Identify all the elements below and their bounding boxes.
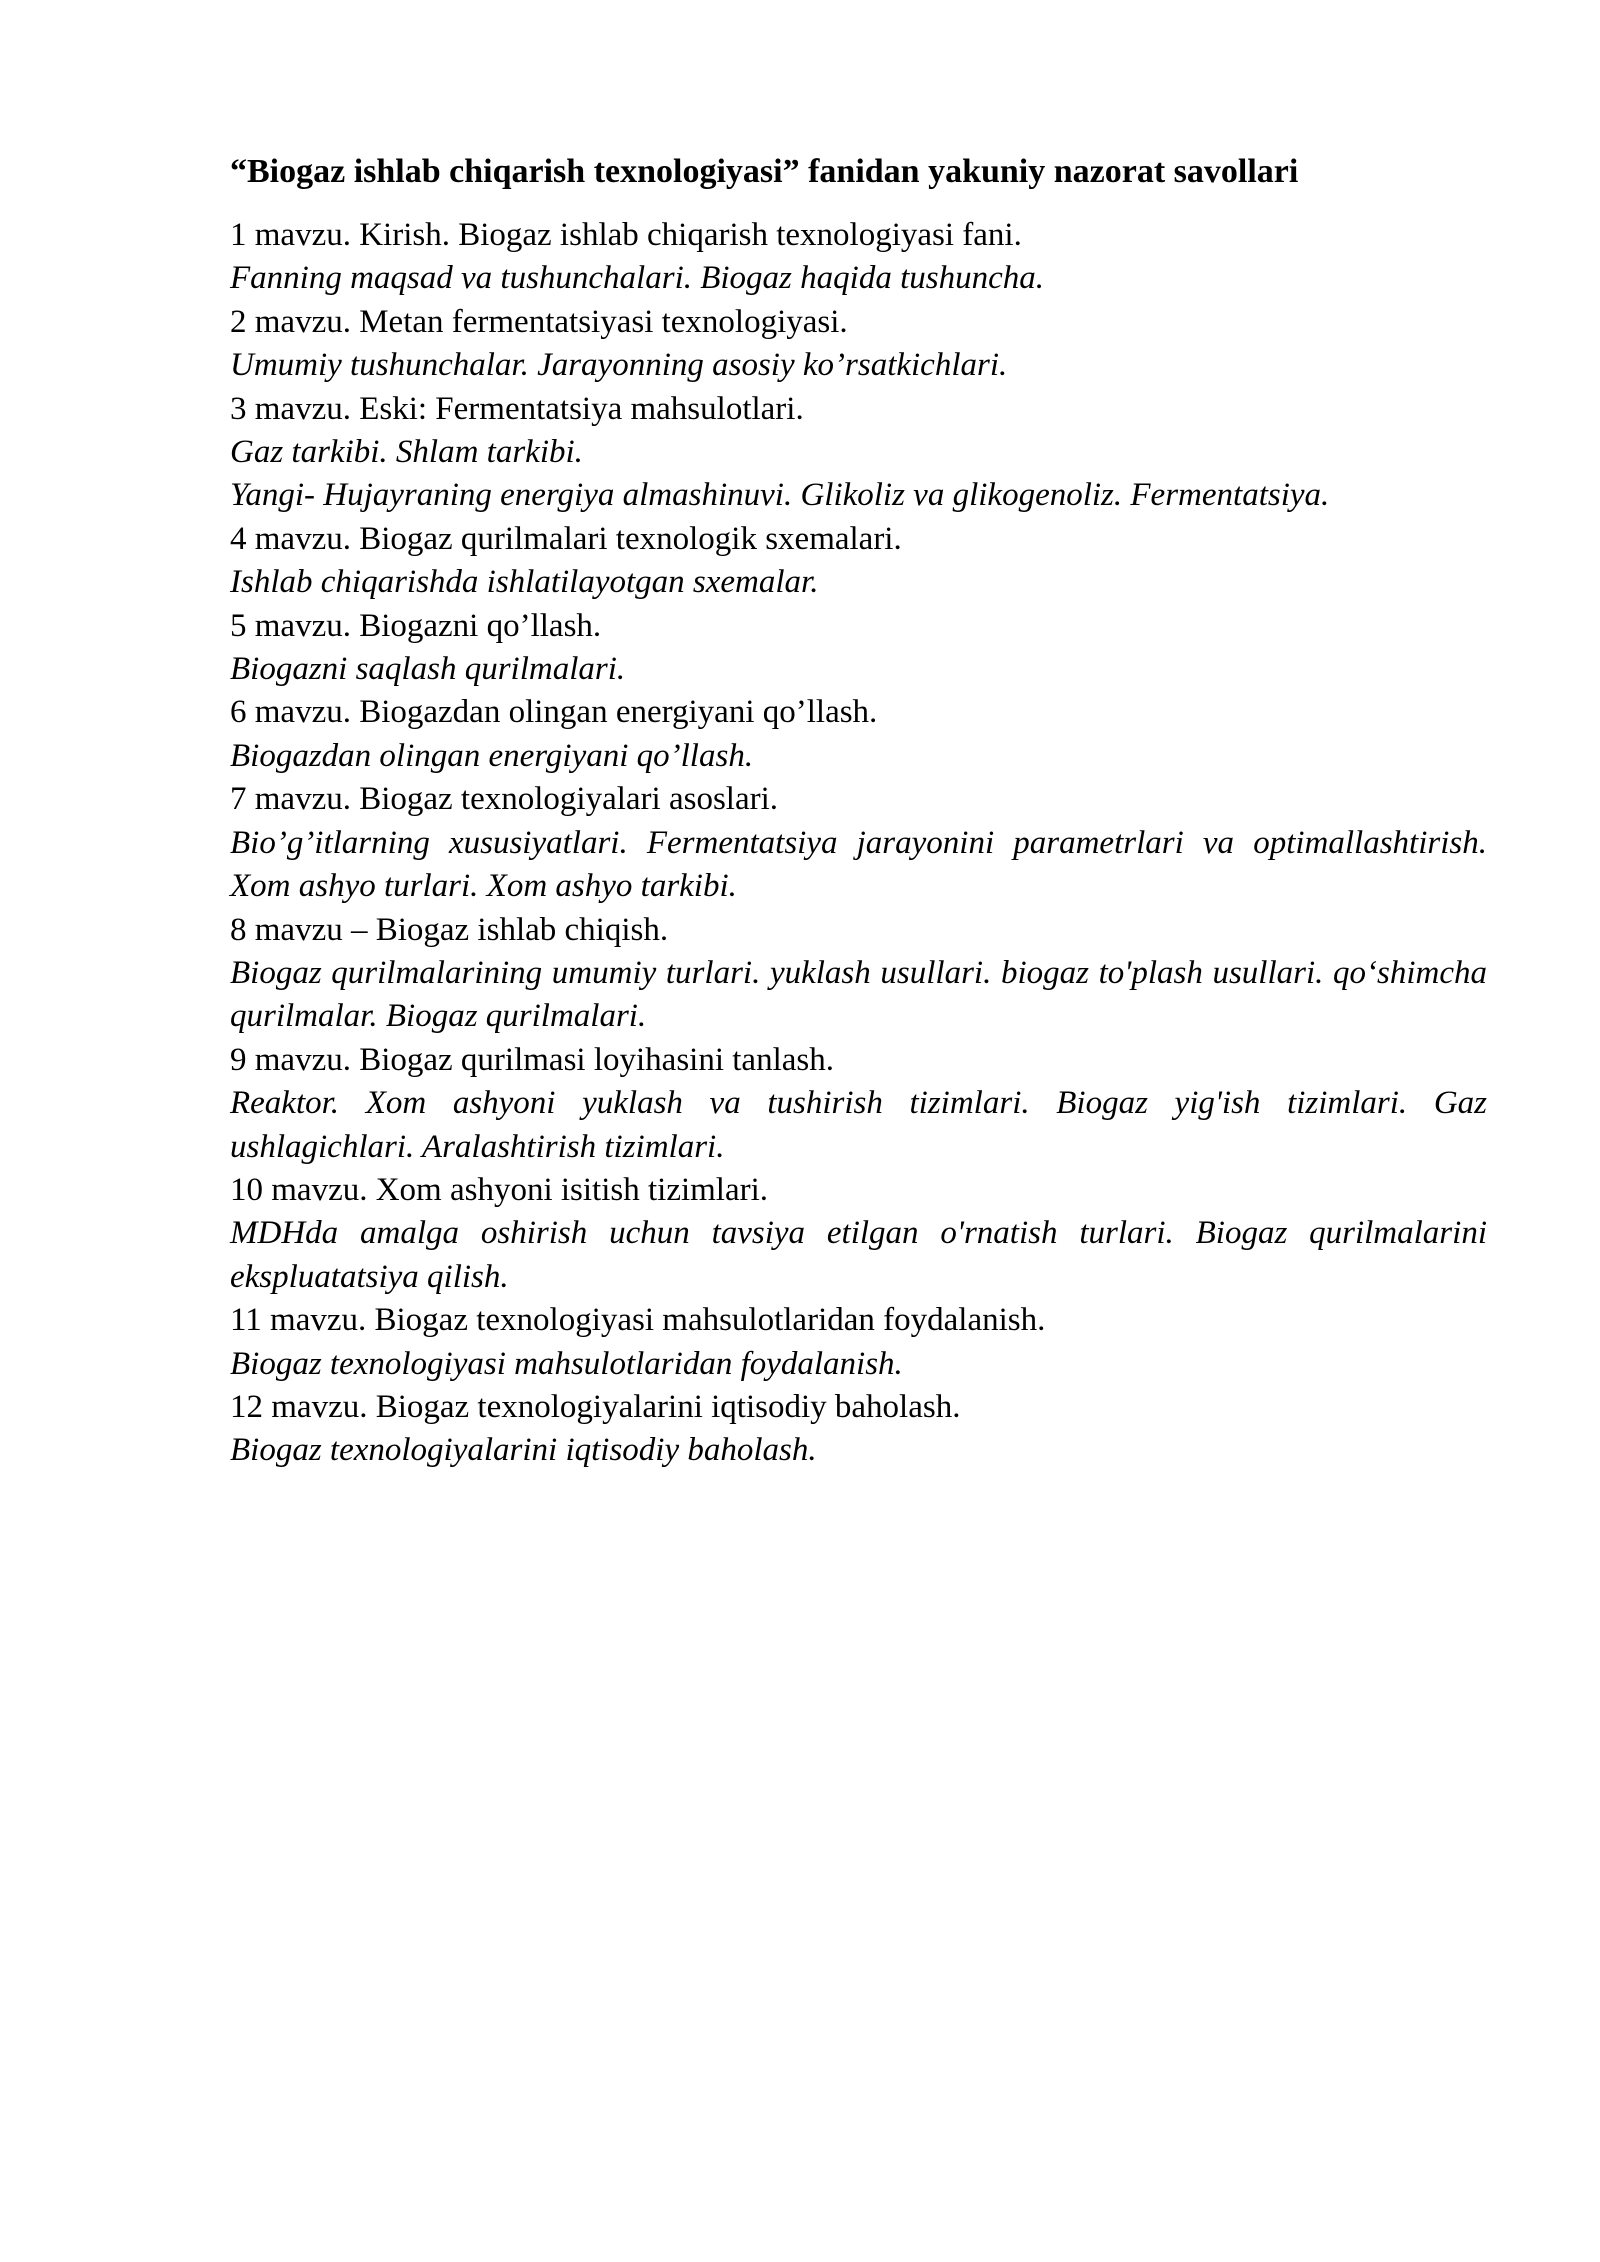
topic-description: Biogaz texnologiyalarini iqtisodiy baholash. [230,1432,817,1469]
topic-heading: 7 mavzu. Biogaz texnologiyalari asoslari. [230,781,779,818]
topic-description: Biogaz qurilmalarining umumiy turlari. yuklash usullari. biogaz to'plash usullari. qo‘shimcha qurilmalar. Biogaz qurilmalari. [230,954,1487,1035]
topic-heading: 12 mavzu. Biogaz texnologiyalarini iqtisodiy baholash. [230,1388,961,1425]
topic-description: Gaz tarkibi. Shlam tarkibi. [230,434,583,471]
topic-heading: 6 mavzu. Biogazdan olingan energiyani qo’llash. [230,694,878,731]
topic-heading: 4 mavzu. Biogaz qurilmalari texnologik sxemalari. [230,520,902,557]
topic-description: Biogaz texnologiyasi mahsulotlaridan foydalanish. [230,1345,903,1382]
topic-heading: 5 mavzu. Biogazni qo’llash. [230,607,602,644]
topic-description: Biogazni saqlash qurilmalari. [230,651,626,688]
topic-heading: 9 mavzu. Biogaz qurilmasi loyihasini tanlash. [230,1041,834,1078]
topic-list [230,214,1487,1473]
topic-heading: 10 mavzu. Xom ashyoni isitish tizimlari. [230,1171,769,1208]
topic-heading: 11 mavzu. Biogaz texnologiyasi mahsulotlaridan foydalanish. [230,1302,1046,1339]
topic-description: Yangi- Hujayraning energiya almashinuvi. Glikoliz va glikogenoliz. Fermentatsiya. [230,477,1330,514]
document-page [230,148,1487,1473]
topic-description: Biogazdan olingan energiyani qo’llash. [230,737,754,774]
topic-heading: 3 mavzu. Eski: Fermentatsiya mahsulotlari. [230,390,804,427]
document-title: “Biogaz ishlab chiqarish texnologiyasi” fanidan yakuniy nazorat savollari [230,153,1299,190]
topic-description: Fanning maqsad va tushunchalari. Biogaz haqida tushuncha. [230,260,1044,297]
topic-description: Umumiy tushunchalar. Jarayonning asosiy ko’rsatkichlari. [230,347,1008,384]
topic-description: MDHda amalga oshirish uchun tavsiya etilgan o'rnatish turlari. Biogaz qurilmalarini ekspluatatsiya qilish. [230,1215,1487,1295]
topic-description: Ishlab chiqarishda ishlatilayotgan sxemalar. [230,564,819,601]
topic-description: Reaktor. Xom ashyoni yuklash va tushirish tizimlari. Biogaz yig'ish tizimlari. Gaz ushlagichlari. Aralashtirish tizimlari. [230,1085,1487,1165]
topic-heading: 2 mavzu. Metan fermentatsiyasi texnologiyasi. [230,303,848,340]
topic-heading: 1 mavzu. Kirish. Biogaz ishlab chiqarish texnologiyasi fani. [230,217,1022,253]
topic-description: Bio’g’itlarning xususiyatlari. Fermentatsiya jarayonini parametrlari va optimallashtirish. Xom ashyo turlari. Xom ashyo tarkibi. [230,824,1487,905]
topic-heading: 8 mavzu – Biogaz ishlab chiqish. [230,911,669,948]
